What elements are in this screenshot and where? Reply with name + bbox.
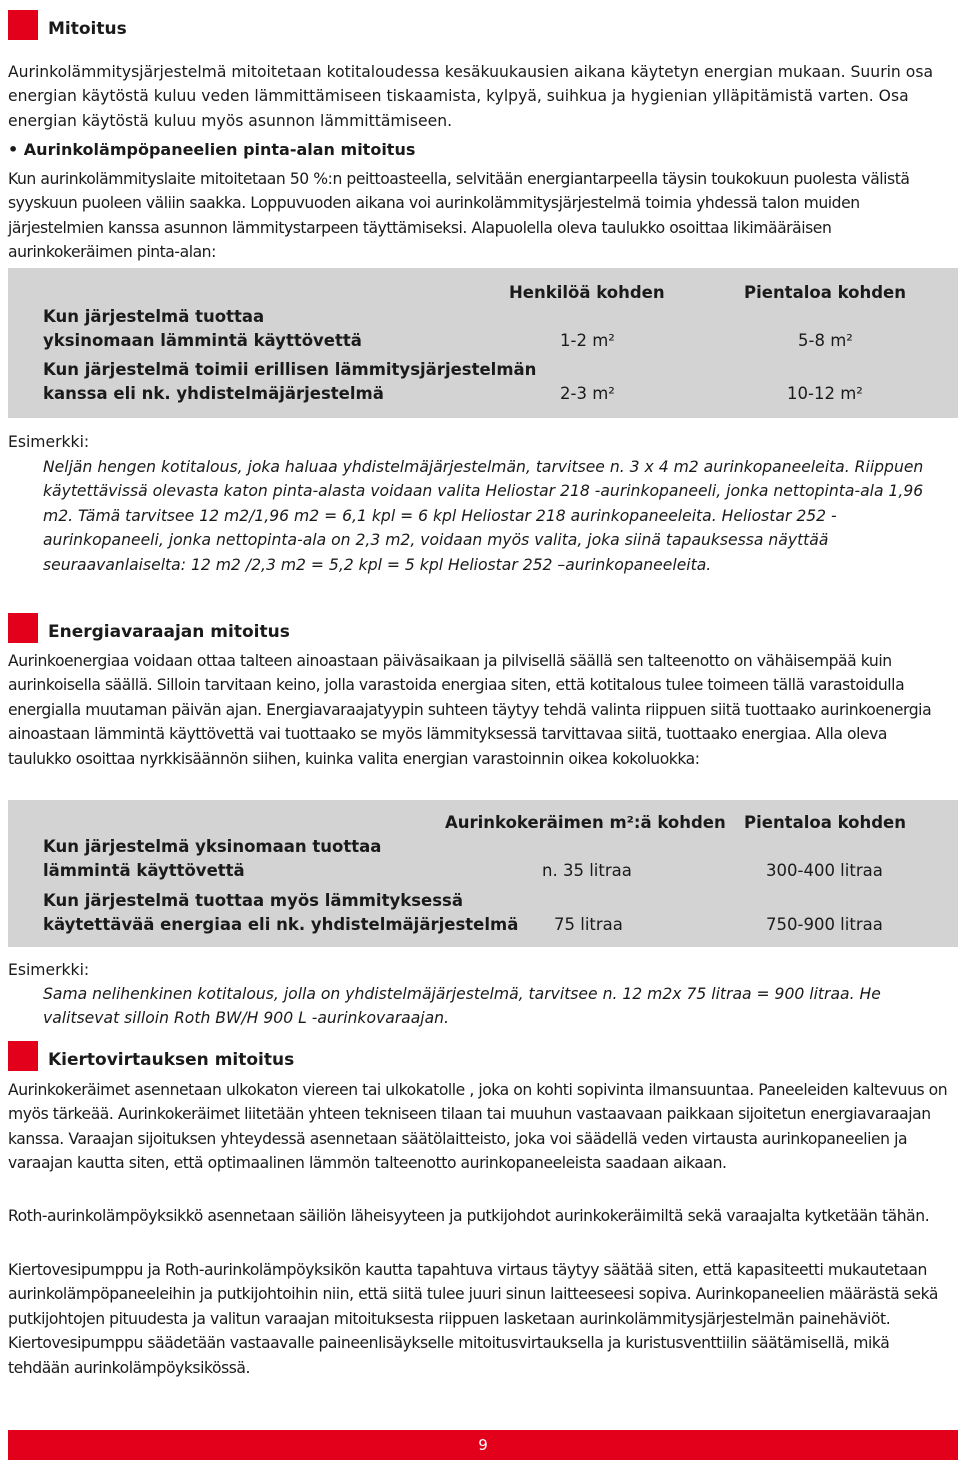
table-cell: 75 litraa bbox=[554, 915, 623, 934]
table-row-label: lämmintä käyttövettä bbox=[43, 861, 245, 880]
table-col-header: Pientaloa kohden bbox=[744, 813, 906, 832]
mitoitus-body: Kun aurinkolämmityslaite mitoitetaan 50 %:n peittoasteella, selvitään energiantarpeella täysin toukokuun puolesta välistä syyskuun puoleen väliin saakka. Loppuvuoden aikana voi aurinkolämmitysjärjestelmä toimia yhdessä talon muiden järjestelmien kanssa asunnon lämmitystarpeen täyttämiseksi. Alapuolella oleva taulukko osoittaa likimääräisen aurinkokeräimen pinta-alan: bbox=[8, 170, 910, 262]
example-label: Esimerkki: bbox=[8, 961, 90, 979]
table-row-label: Kun järjestelmä tuottaa bbox=[43, 307, 265, 326]
section-heading-kiertovirtaus bbox=[8, 1037, 294, 1071]
table-cell: n. 35 litraa bbox=[542, 861, 632, 880]
varaaja-table bbox=[8, 800, 958, 947]
table-row-label: yksinomaan lämmintä käyttövettä bbox=[43, 331, 362, 350]
table-row-label: Kun järjestelmä toimii erillisen lämmitysjärjestelmän bbox=[43, 360, 537, 379]
table-cell: 10-12 m² bbox=[787, 384, 863, 403]
example-label: Esimerkki: bbox=[8, 433, 90, 451]
example-text: Sama nelihenkinen kotitalous, jolla on yhdistelmäjärjestelmä, tarvitsee n. 12 m2x 75 litraa = 900 litraa. He valitsevat silloin Roth BW/H 900 L -aurinkovaraajan. bbox=[43, 985, 881, 1028]
table-row-label: kanssa eli nk. yhdistelmäjärjestelmä bbox=[43, 384, 384, 403]
table-cell: 5-8 m² bbox=[798, 331, 853, 350]
section-heading-energiavaraaja bbox=[8, 609, 290, 643]
page-number: 9 bbox=[478, 1436, 488, 1454]
table-cell: 1-2 m² bbox=[560, 331, 615, 350]
table-col-header: Aurinkokeräimen m²:ä kohden bbox=[445, 813, 726, 832]
table-row-label: Kun järjestelmä yksinomaan tuottaa bbox=[43, 837, 382, 856]
subheading-pinta-ala: • Aurinkolämpöpaneelien pinta-alan mitoitus bbox=[8, 140, 416, 159]
kierto-paragraph-2: Roth-aurinkolämpöyksikkö asennetaan säiliön läheisyyteen ja putkijohdot aurinkokeräimiltä sekä varaajalta kytketään tähän. bbox=[8, 1207, 930, 1225]
table-cell: 2-3 m² bbox=[560, 384, 615, 403]
kierto-paragraph-3: Kiertovesipumppu ja Roth-aurinkolämpöyksikön kautta tapahtuva virtaus täytyy säätää siten, että kapasiteetti mukautetaan aurinkolämpöpaneeleihin ja putkijohtoihin niin, että siitä tulee juuri sinun laitteeseesi sopiva. Aurinkopaneelien määrästä sekä putkijohtojen pituudesta ja valitun varaajan mitoituksesta riippuen lasketaan aurinkolämmitysjärjestelmän painehäviöt. Kiertovesipumppu säädetään vastaavalle paineenlisäykselle mitoitusvirtauksella ja kuristusventtiilin säätämisellä, mikä tehdään aurinkolämpöyksikössä. bbox=[8, 1261, 938, 1377]
example-text: Neljän hengen kotitalous, joka haluaa yhdistelmäjärjestelmän, tarvitsee n. 3 x 4 m2 aurinkopaneeleita. Riippuen käytettävissä olevasta katon pinta-alasta voidaan valita Heliostar 218 -aurinkopaneeli, jonka nettopinta-ala 1,96 m2. Tämä tarvitsee 12 m2/1,96 m2 = 6,1 kpl = 6 kpl Heliostar 218 aurinkopaneeleita. Heliostar 252 -aurinkopaneeli, jonka nettopinta-ala on 2,3 m2, voidaan myös valita, joka siinä tapauksessa näyttää seuraavanlaiselta: 12 m2 /2,3 m2 = 5,2 kpl = 5 kpl Heliostar 252 –aurinkopaneeleita. bbox=[43, 458, 924, 574]
energia-body: Aurinkoenergiaa voidaan ottaa talteen ainoastaan päiväsaikaan ja pilvisellä säällä sen talteenotto on vähäisempää kuin aurinkoisella säällä. Silloin tarvitaan keino, jolla varastoida energiaa siten, että kotitalous tulee toimeen tällä varastoidulla energialla muutaman päivän ajan. Energiavaraajatyypin suhteen täytyy tehdä valinta riippuen siitä tuottaako aurinkoenergia ainoastaan lämmintä käyttövettä vai tuottaako se myös lämmityksessä tarvittavaa siitä, tuottaako energiaa. Alla oleva taulukko osoittaa nyrkkisäännön siihen, kuinka valita energian varastoinnin oikea kokoluokka: bbox=[8, 652, 932, 768]
section-heading-mitoitus bbox=[8, 6, 127, 40]
table-cell: 750-900 litraa bbox=[766, 915, 883, 934]
mitoitus-intro: Aurinkolämmitysjärjestelmä mitoitetaan kotitaloudessa kesäkuukausien aikana käytetyn energian mukaan. Suurin osa energian käytöstä kuluu veden lämmittämiseen tiskaamista, kylpyä, suihkua ja hygienian ylläpitämistä varten. Osa energian käytöstä kuluu myös asunnon lämmittämiseen. bbox=[8, 63, 933, 130]
section-title: Energiavaraajan mitoitus bbox=[48, 622, 290, 642]
table-col-header: Henkilöä kohden bbox=[509, 283, 665, 302]
kierto-paragraph-1: Aurinkokeräimet asennetaan ulkokaton viereen tai ulkokatolle , joka on kohti sopivinta ilmansuuntaa. Paneeleiden kaltevuus on myös tärkeää. Aurinkokeräimet liitetään yhteen tekniseen tilaan tai muuhun vastaavaan paikkaan sijoitetun energiavaraajan kanssa. Varaajan sijoituksen yhteydessä asennetaan säätölaitteisto, joka voi säädellä veden virtausta aurinkopaneelien ja varaajan kautta siten, että optimaalinen lämmön talteenotto aurinkopaneeleista saadaan aikaan. bbox=[8, 1081, 948, 1173]
red-square-icon bbox=[8, 10, 38, 40]
table-row-label: Kun järjestelmä tuottaa myös lämmityksessä bbox=[43, 891, 463, 910]
page-footer bbox=[8, 1430, 958, 1460]
table-col-header: Pientaloa kohden bbox=[744, 283, 906, 302]
pinta-ala-table bbox=[8, 268, 958, 418]
red-square-icon bbox=[8, 1041, 38, 1071]
section-title: Kiertovirtauksen mitoitus bbox=[48, 1050, 295, 1070]
table-cell: 300-400 litraa bbox=[766, 861, 883, 880]
section-title: Mitoitus bbox=[48, 19, 127, 39]
table-row-label: käytettävää energiaa eli nk. yhdistelmäjärjestelmä bbox=[43, 915, 519, 934]
red-square-icon bbox=[8, 613, 38, 643]
